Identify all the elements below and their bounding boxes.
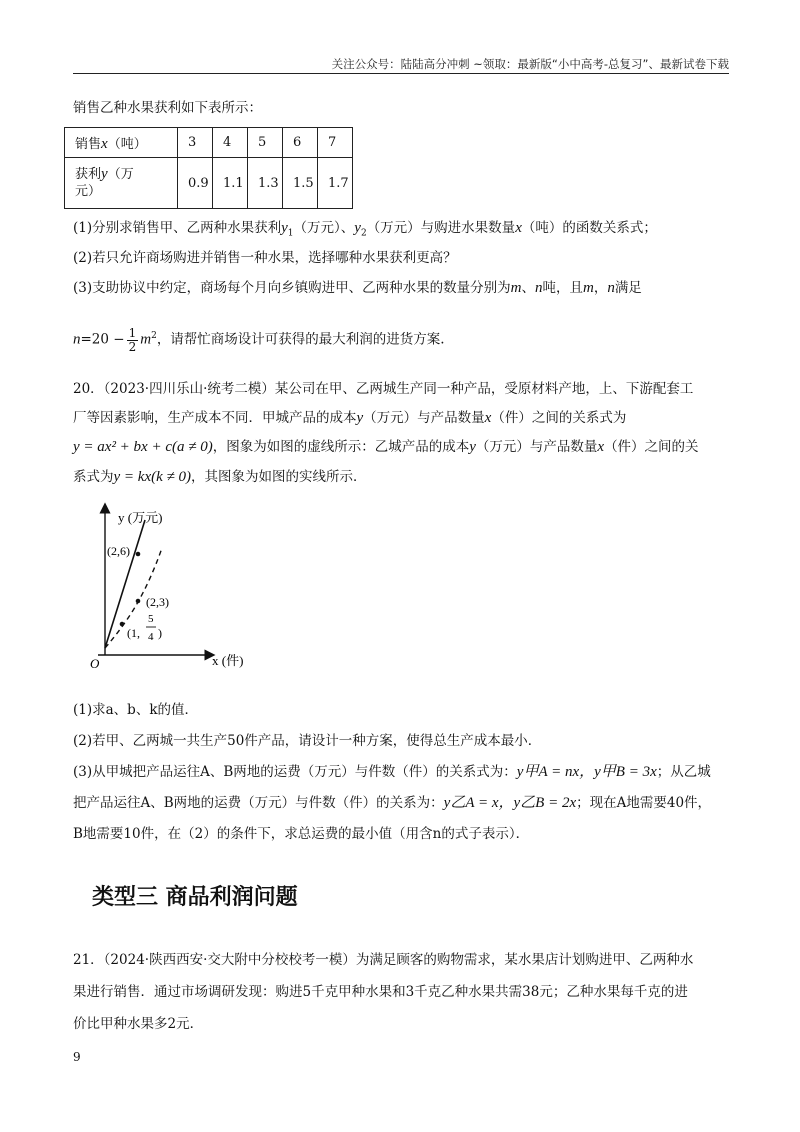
y-axis-label: y (万元): [118, 510, 163, 525]
x-axis-label: x (件): [212, 653, 244, 668]
q21-line2: 果进行销售．通过市场调研发现：购进5千克甲种水果和3千克乙种水果共需38元；乙种水果每千克的进: [73, 984, 688, 1000]
q20-sub3-line2: 把产品运往A、B两地的运费（万元）与件数（件）的关系为：y乙A = x，y乙B = 2x；现在A地需要40件，: [73, 795, 712, 811]
q19-part1: (1)分别求销售甲、乙两种水果获利$y_1$（万元）、$y_2$（万元）与购进水果数量x（吨）的函数关系式；: [73, 220, 657, 239]
point-2-3: [136, 599, 141, 604]
table-cell: 7: [318, 128, 353, 158]
table-intro: 销售乙种水果获利如下表所示：: [73, 100, 262, 116]
q20-line2: 厂等因素影响，生产成本不同．甲城产品的成本y（万元）与产品数量x（件）之间的关系式为: [73, 410, 627, 426]
q21-line3: 价比甲种水果多2元．: [73, 1016, 204, 1032]
point-1-5-4: [120, 622, 125, 627]
q20-sub3-line1: (3)从甲城把产品运往A、B两地的运费（万元）与件数（件）的关系式为：y甲A = nx，y甲B = 3x；从乙城: [73, 764, 711, 780]
q20-line3: y = ax² + bx + c(a ≠ 0)，图象为如图的虚线所示：乙城产品的成本y（万元）与产品数量x（件）之间的关: [73, 439, 699, 455]
table-row: [65, 128, 353, 158]
table-cell: 1.7: [318, 158, 353, 209]
fraction-num: 5: [148, 613, 154, 625]
page-number: 9: [73, 1050, 81, 1064]
q20-sub3-line3: B地需要10件，在（2）的条件下，求总运费的最小值（用含n的式子表示）．: [73, 826, 530, 842]
table-cell: 1.3: [248, 158, 283, 209]
table-header-sales: 销售x（吨）: [65, 128, 178, 158]
table-cell: 1.1: [213, 158, 248, 209]
point-label: (2,3): [146, 595, 169, 609]
cost-graph: [80, 500, 270, 675]
origin-label: O: [90, 656, 100, 671]
point-label: (2,6): [107, 544, 130, 558]
point-2-6: [136, 552, 141, 557]
table-cell: 6: [283, 128, 318, 158]
q20-sub1: (1)求a、b、k的值．: [73, 702, 198, 718]
point-label: ): [158, 626, 162, 640]
table-cell: 0.9: [178, 158, 213, 209]
table-cell: 3: [178, 128, 213, 158]
q20-sub2: (2)若甲、乙两城一共生产50件产品，请设计一种方案，使得总生产成本最小．: [73, 733, 542, 749]
table-cell: 1.5: [283, 158, 318, 209]
table-cell: 5: [248, 128, 283, 158]
section-title: 类型三 商品利润问题: [92, 885, 298, 910]
q20-line1: 20．（2023·四川乐山·统考二模）某公司在甲、乙两城生产同一种产品，受原材料产地，上、下游配套工: [73, 381, 694, 397]
q19-part2: (2)若只允许商场购进并销售一种水果，选择哪种水果获利更高？: [73, 250, 457, 266]
table-header-profit: 获利y（万 元）: [65, 158, 178, 209]
table-row: [65, 158, 353, 209]
profit-table: [64, 127, 353, 209]
fraction-den: 4: [148, 631, 154, 643]
q19-part3: (3)支助协议中约定，商场每个月向乡镇购进甲、乙两种水果的数量分别为m、n吨，且m，n满足: [73, 280, 642, 296]
page-header: 关注公众号：陆陆高分冲刺 ~领取：最新版“小中高考-总复习”、最新试卷下载: [331, 57, 729, 71]
q20-line4: 系式为y = kx(k ≠ 0)，其图象为如图的实线所示．: [73, 469, 367, 485]
table-cell: 4: [213, 128, 248, 158]
point-label: (1,: [127, 626, 140, 640]
q21-line1: 21．（2024·陕西西安·交大附中分校校考一模）为满足顾客的购物需求，某水果店计划购进甲、乙两种水: [73, 952, 694, 968]
fraction: $\frac{1}{2}$: [128, 325, 137, 354]
header-rule: [73, 73, 729, 74]
q19-constraint: n=20 − $\frac{1}{2}$ $m^2$，请帮忙商场设计可获得的最大利润的进货方案.: [73, 325, 445, 354]
